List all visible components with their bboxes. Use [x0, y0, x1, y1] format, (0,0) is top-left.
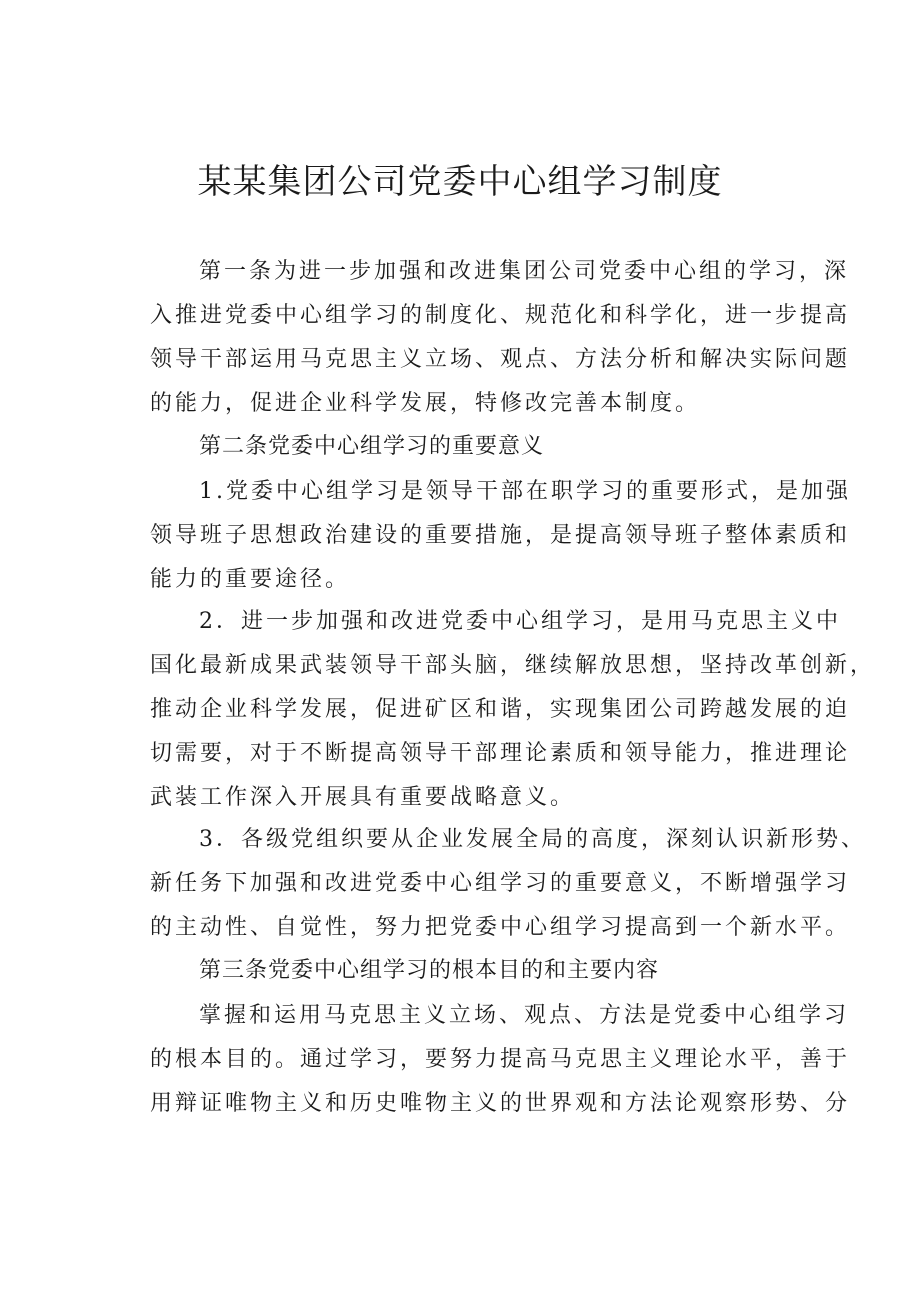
paragraph-line: 国化最新成果武装领导干部头脑，继续解放思想，坚持改革创新， [150, 653, 876, 678]
paragraph-line: 新任务下加强和改进党委中心组学习的重要意义，不断增强学习 [150, 871, 851, 896]
article-2-item-3 [150, 818, 866, 950]
paragraph-line: 的能力，促进企业科学发展，特修改完善本制度。 [150, 391, 701, 416]
article-2-heading: 第二条党委中心组学习的重要意义 [199, 434, 545, 459]
paragraph-line: 3．各级党组织要从企业发展全局的高度，深刻认识新形势、 [199, 827, 866, 852]
paragraph-line: 的根本目的。通过学习，要努力提高马克思主义理论水平，善于 [150, 1047, 851, 1072]
paragraph-line: 第一条为进一步加强和改进集团公司党委中心组的学习，深 [199, 259, 850, 284]
paragraph-line: 切需要，对于不断提高领导干部理论素质和领导能力，推进理论 [150, 741, 851, 766]
document-title: 某某集团公司党委中心组学习制度 [197, 162, 723, 202]
paragraph-line: 领导班子思想政治建设的重要措施，是提高领导班子整体素质和 [150, 523, 851, 548]
article-1-paragraph [150, 250, 850, 426]
paragraph-line: 领导干部运用马克思主义立场、观点、方法分析和解决实际问题 [150, 347, 851, 372]
article-2-item-1 [150, 470, 851, 602]
paragraph-line: 1.党委中心组学习是领导干部在职学习的重要形式，是加强 [199, 479, 851, 504]
paragraph-line: 推动企业科学发展，促进矿区和谐，实现集团公司跨越发展的迫 [150, 697, 851, 722]
paragraph-line: 2．进一步加强和改进党委中心组学习，是用马克思主义中 [199, 609, 841, 634]
article-3-heading: 第三条党委中心组学习的根本目的和主要内容 [199, 958, 660, 983]
article-3-paragraph [150, 994, 850, 1126]
paragraph-line: 武装工作深入开展具有重要战略意义。 [150, 785, 576, 810]
paragraph-line: 用辩证唯物主义和历史唯物主义的世界观和方法论观察形势、分 [150, 1091, 851, 1116]
paragraph-line: 掌握和运用马克思主义立场、观点、方法是党委中心组学习 [199, 1003, 850, 1028]
paragraph-line: 的主动性、自觉性，努力把党委中心组学习提高到一个新水平。 [150, 915, 851, 940]
paragraph-line: 入推进党委中心组学习的制度化、规范化和科学化，进一步提高 [150, 303, 851, 328]
paragraph-line: 能力的重要途径。 [150, 567, 351, 592]
article-2-item-2 [150, 600, 875, 820]
